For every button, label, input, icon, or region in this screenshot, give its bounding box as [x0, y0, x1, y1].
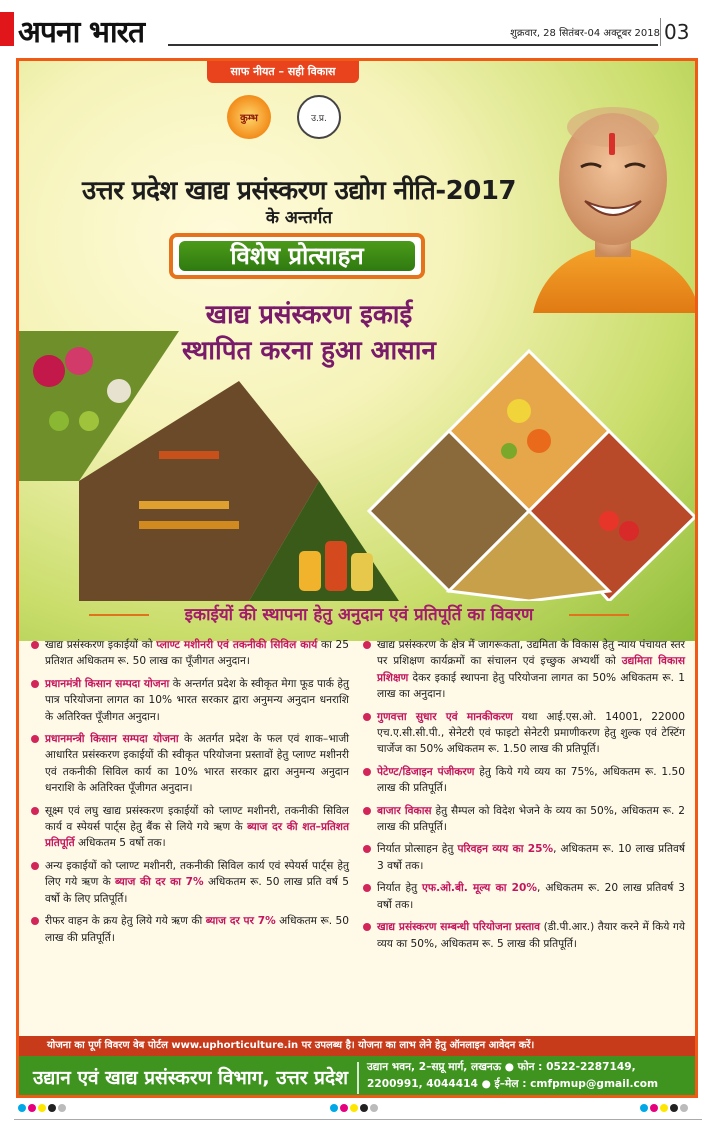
- bullet-highlight: उद्यमिता विकास प्रशिक्षण: [377, 655, 685, 684]
- contact-line-1: उद्यान भवन, 2–सप्रू मार्ग, लखनऊ ● फोन : 0522-2287149,: [367, 1061, 636, 1073]
- bullet-text: निर्यात हेतु: [377, 882, 423, 895]
- bullet-highlight: ब्याज दर पर 7%: [205, 915, 276, 928]
- bullet-text: निर्यात प्रोत्साहन हेतु: [377, 843, 458, 856]
- slogan-tag: साफ नीयत – सही विकास: [207, 61, 359, 83]
- bullet-highlight: ब्याज दर की शत–प्रतिशत प्रतिपूर्ति: [45, 821, 349, 850]
- state-emblem-icon: [297, 95, 341, 139]
- bullet-text: के अन्तर्गत प्रदेश के स्वीकृत मेगा फूड पार्क हेतु पात्र परियोजना लागत का 10% भारत सरकार द्वारा अनुमन्य अनुदान धनराशि के अतिरिक्त पूँजीगत अनुदान।: [45, 677, 350, 723]
- bullet-text: अधिकतम रू. 50 लाख प्रति वर्ष 5 वर्षो के लिए प्रतिपूर्ति।: [45, 876, 349, 905]
- bullet-text: , अधिकतम रू. 20 लाख प्रतिवर्ष 3 वर्षो तक।: [377, 882, 685, 911]
- tagline-line-2: स्थापित करना हुआ आसान: [182, 336, 436, 366]
- incentives-left-column: [29, 637, 349, 952]
- bullet-text: (डी.पी.आर.) तैयार करने में किये गये व्यय का 50%, अधिकतम रू. 5 लाख की प्रतिपूर्ति।: [377, 921, 685, 950]
- incentive-item: [29, 858, 349, 907]
- bullet-text: खाद्य प्रसंस्करण के क्षेत्र में जागरूकता, उद्यमिता के विकास हेतु न्याय पंचायत स्तर पर प्रशिक्षण कार्यक्रमों का संचालन एवं इच्छुक अभ्यर्थी को: [377, 639, 685, 668]
- bullet-highlight: बाजार विकास: [377, 804, 432, 817]
- registration-marks-left: [18, 1104, 66, 1116]
- kumbh-logo-text: कुम्भ: [240, 113, 258, 124]
- bullet-highlight: प्लाण्ट मशीनरी एवं तकनीकी सिविल कार्य: [156, 639, 318, 651]
- incentive-item: [361, 709, 685, 758]
- bullet-highlight: पेटेण्ट/डिजाइन पंजीकरण: [377, 765, 475, 778]
- state-emblem-text: उ.प्र.: [311, 113, 327, 124]
- incentive-item: [361, 764, 685, 797]
- contact-line-2: 2200991, 4044414 ● ई–मेल : cmfpmup@gmail.com: [367, 1078, 659, 1090]
- bullet-text: यथा आई.एस.ओ. 14001, 22000 एच.ए.सी.सी.पी., सेनेटरी एवं फाइटो सेनेटरी प्रमाणीकरण हेतु शुल्क एवं टेस्टिंग चार्जेज का 50% अधिकतम रू. 1.50 लाख की प्रतिपूर्ति।: [377, 710, 685, 756]
- bullet-text: अधिकतम रू. 50 लाख की प्रतिपूर्ति।: [45, 915, 350, 944]
- bullet-text: के अतर्गत प्रदेश के फल एवं शाक–भाजी आधारित प्रसंस्करण इकाईयों की स्वीकृत परियोजना प्रस्तावों हेतु प्लाण्ट मशीनरी एवं तकनीकी सिविल कार्य का 10% भारत सरकार द्वारा अनुमन्य अनुदान धनराशि के अतिरिक्त पूँजीगत अनुदान।: [45, 733, 349, 795]
- masthead-rule: [168, 44, 658, 46]
- incentive-item: [361, 841, 685, 874]
- heading-rule-left: [89, 614, 149, 616]
- section-heading-text: इकाईयों की स्थापना हेतु अनुदान एवं प्रतिपूर्ति का विवरण: [184, 605, 534, 625]
- incentive-item: [29, 731, 349, 797]
- issue-date: शुक्रवार, 28 सितंबर-04 अक्टूबर 2018: [510, 28, 660, 39]
- heading-rule-right: [569, 614, 629, 616]
- bullet-highlight: एफ.ओ.बी. मूल्य का 20%: [422, 882, 538, 895]
- newspaper-title: अपना भारत: [18, 15, 145, 50]
- tagline-line-1: खाद्य प्रसंस्करण इकाई: [205, 300, 413, 330]
- bullet-text: हेतु सैम्पल को विदेश भेजने के व्यय का 50%, अधिकतम रू. 2 लाख की प्रतिपूर्ति।: [377, 804, 686, 834]
- bullet-highlight: प्रधानमंत्री किसान सम्पदा योजना: [45, 677, 170, 690]
- special-incentive-label: विशेष प्रोत्साहन: [179, 241, 415, 271]
- incentive-item: [361, 803, 685, 836]
- web-portal-notice: योजना का पूर्ण विवरण वेब पोर्टल www.uphorticulture.in पर उपलब्ध है। योजना का लाभ लेने हेतु ऑनलाइन आवेदन करें।: [19, 1036, 695, 1056]
- section-heading: [89, 601, 629, 629]
- policy-subheadline: के अन्तर्गत: [265, 208, 333, 228]
- policy-headline: उत्तर प्रदेश खाद्य प्रसंस्करण उद्योग नीति-2017: [81, 176, 517, 206]
- bullet-text: खाद्य प्रसंस्करण इकाईयों को: [45, 639, 157, 651]
- incentives-right-column: [361, 637, 685, 958]
- bullet-text: रीफर वाहन के क्रय हेतु लिये गये ऋण की: [45, 915, 206, 928]
- masthead-separator: [660, 18, 661, 46]
- bullet-highlight: खाद्य प्रसंस्करण सम्बन्धी परियोजना प्रस्ताव: [377, 921, 541, 934]
- bottom-rule: [14, 1119, 702, 1120]
- bullet-highlight: प्रधानमन्त्री किसान सम्पदा योजना: [45, 733, 179, 746]
- food-processing-photo-collage: [19, 331, 695, 601]
- masthead-red-bar: [0, 12, 14, 46]
- footer-divider: [357, 1062, 359, 1094]
- incentive-item: [361, 880, 685, 913]
- registration-marks-center: [330, 1104, 378, 1116]
- bullet-text: हेतु किये गये व्यय का 75%, अधिकतम रू. 1.50 लाख की प्रतिपूर्ति।: [377, 765, 686, 795]
- incentive-item: [29, 913, 349, 946]
- department-contact: [367, 1059, 687, 1093]
- bullet-highlight: ब्याज की दर का 7%: [115, 876, 204, 889]
- incentive-item: [361, 637, 685, 703]
- bullet-text: सूक्ष्म एवं लघु खाद्य प्रसंस्करण इकाईयों को प्लाण्ट मशीनरी, तकनीकी सिविल कार्य व स्पेयर्स पार्ट्स हेतु बैंक से लिये गये ऋण के: [45, 804, 349, 834]
- department-name: उद्यान एवं खाद्य प्रसंस्करण विभाग, उत्तर प्रदेश: [33, 1067, 348, 1089]
- incentive-item: [29, 803, 349, 852]
- registration-marks-right: [640, 1104, 688, 1116]
- page-number: 03: [664, 20, 690, 44]
- kumbh-logo-icon: [227, 95, 271, 139]
- bullet-text: का 25 प्रतिशत अधिकतम रू. 50 लाख का पूँजीगत अनुदान।: [45, 639, 349, 668]
- bullet-text: देकर इकाई स्थापना हेतु परियोजना लागत का 50% अधिकतम रू. 1 लाख का अनुदान।: [377, 671, 685, 701]
- incentive-item: [29, 637, 349, 670]
- bullet-highlight: परिवहन व्यय का 25%: [457, 843, 554, 856]
- newspaper-masthead: [0, 0, 717, 50]
- incentive-item: [29, 676, 349, 725]
- bullet-text: अधिकतम 5 वर्षो तक।: [74, 837, 166, 850]
- bullet-text: , अधिकतम रू. 10 लाख प्रतिवर्ष 3 वर्षो तक।: [377, 843, 686, 872]
- bullet-text: अन्य इकाईयों को प्लाण्ट मशीनरी, तकनीकी सिविल कार्य एवं स्पेयर्स पार्ट्स हेतु लिए गये ऋण के: [45, 859, 349, 889]
- incentive-item: [361, 919, 685, 952]
- government-advertisement: [16, 58, 698, 1098]
- department-footer: [19, 1056, 695, 1098]
- bullet-highlight: गुणवत्ता सुधार एवं मानकीकरण: [377, 710, 513, 723]
- special-incentive-badge: [169, 233, 425, 279]
